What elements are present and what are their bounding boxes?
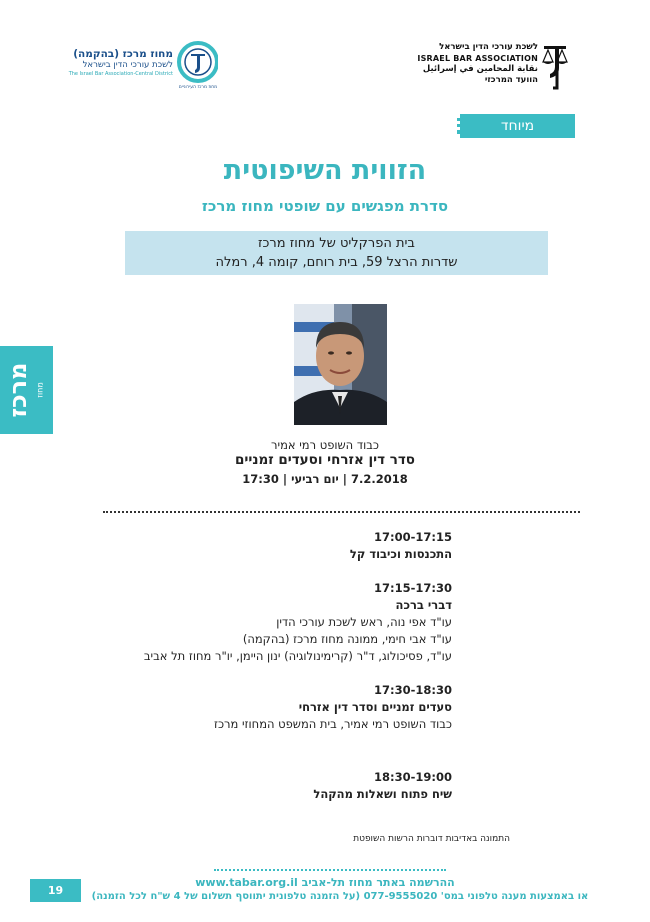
slot-time: 17:00-17:15 [374, 530, 452, 544]
slot-line: כבוד השופט רמי אמיר, בית המשפט המחוזי מרכז [213, 717, 452, 731]
bar-logo-line3: نقابة المحامين في إسرائيل [422, 64, 538, 74]
photo-credit: התמונה באדיבות דוברות הרשות השופטת [353, 834, 510, 844]
bar-logo-line4: הוועד המרכזי [484, 75, 538, 85]
judge-name: כבוד השופט רמי אמיר [271, 438, 379, 452]
dotted-divider [103, 511, 580, 513]
registration-link[interactable]: www.tabar.org.il [195, 876, 298, 889]
slot-time: 17:15-17:30 [374, 581, 452, 595]
side-tab-big: מרכז [4, 362, 32, 418]
schedule [52, 529, 452, 803]
district-logo-line2: לשכת עורכי הדין בישראל [82, 60, 173, 70]
district-side-tab [0, 346, 53, 434]
judge-portrait [294, 304, 387, 425]
location-line2: שדרות הרצל 59, בית רוחם, קומה 4, רמלה [215, 255, 458, 270]
page-subtitle: סדרת מפגשים עם שופטי מחוז מרכז [201, 197, 449, 215]
bar-logo-line2: ISRAEL BAR ASSOCIATION [417, 54, 538, 63]
central-district-logo-text [69, 48, 173, 78]
central-district-logo [68, 40, 218, 100]
schedule-slot [52, 529, 452, 563]
slot-line: עו"ד אפי נוה, ראש לשכת עורכי הדין [276, 615, 452, 629]
phone-registration: או באמצעות מענה טלפוני במס' 077-9555020 (על הזמנה טלפונית יתווסף תשלום של 4 ש"ח לכל הזמנה) [91, 891, 589, 902]
bar-logo-line1: לשכת עורכי הדין בישראל [439, 42, 538, 52]
schedule-slot [52, 769, 452, 803]
page-number: 19 [30, 879, 81, 902]
slot-line: שיח פתוח ושאלות מהקהל [313, 787, 452, 801]
district-logo-line1: מחוז מרכז (בהקמה) [73, 48, 173, 60]
judge-photo [294, 304, 387, 425]
slot-line: התכנסות וכיבוד קל [349, 547, 452, 561]
schedule-slot [52, 682, 452, 733]
page-title: הזווית השיפוטית [223, 155, 427, 186]
slot-time: 17:30-18:30 [374, 683, 452, 697]
district-emblem-icon [176, 40, 218, 90]
footer-divider [214, 869, 446, 871]
event-datetime: 7.2.2018 | יום רביעי | 17:30 [242, 472, 408, 486]
bar-association-logo [417, 40, 570, 95]
lecture-topic: סדר דין אזרחי וסעדים זמניים [235, 452, 415, 468]
location-box [125, 231, 548, 275]
slot-line: דברי ברכה [395, 598, 452, 612]
scales-icon [540, 40, 570, 90]
schedule-slot [52, 580, 452, 665]
district-logo-line3: The Israel Bar Association-Central District [68, 71, 173, 77]
location-line1: בית הפרקליט של מחוז מרכז [258, 236, 415, 251]
slot-time: 18:30-19:00 [374, 770, 452, 784]
registration-line [0, 876, 650, 889]
side-tab-small: מחוז [35, 382, 45, 398]
slot-line: עו"ד, פסיכולוג, ד"ר (קרימינולוגיה) ינון היימן, יו"ר מחוז תל אביב [143, 649, 452, 663]
slot-line: עו"ד אבי חימי, ממונה מחוז מרכז (בהקמה) [242, 632, 452, 646]
bar-association-logo-text [417, 42, 538, 86]
registration-text: ההרשמה באתר מחוז תל-אביב [301, 876, 455, 889]
district-ring-text: מחוז מרכז העירוניים [178, 85, 218, 90]
slot-line: סעדים זמניים וסדר דין אזרחי [298, 700, 452, 714]
special-tag: מיוחד [457, 114, 575, 138]
